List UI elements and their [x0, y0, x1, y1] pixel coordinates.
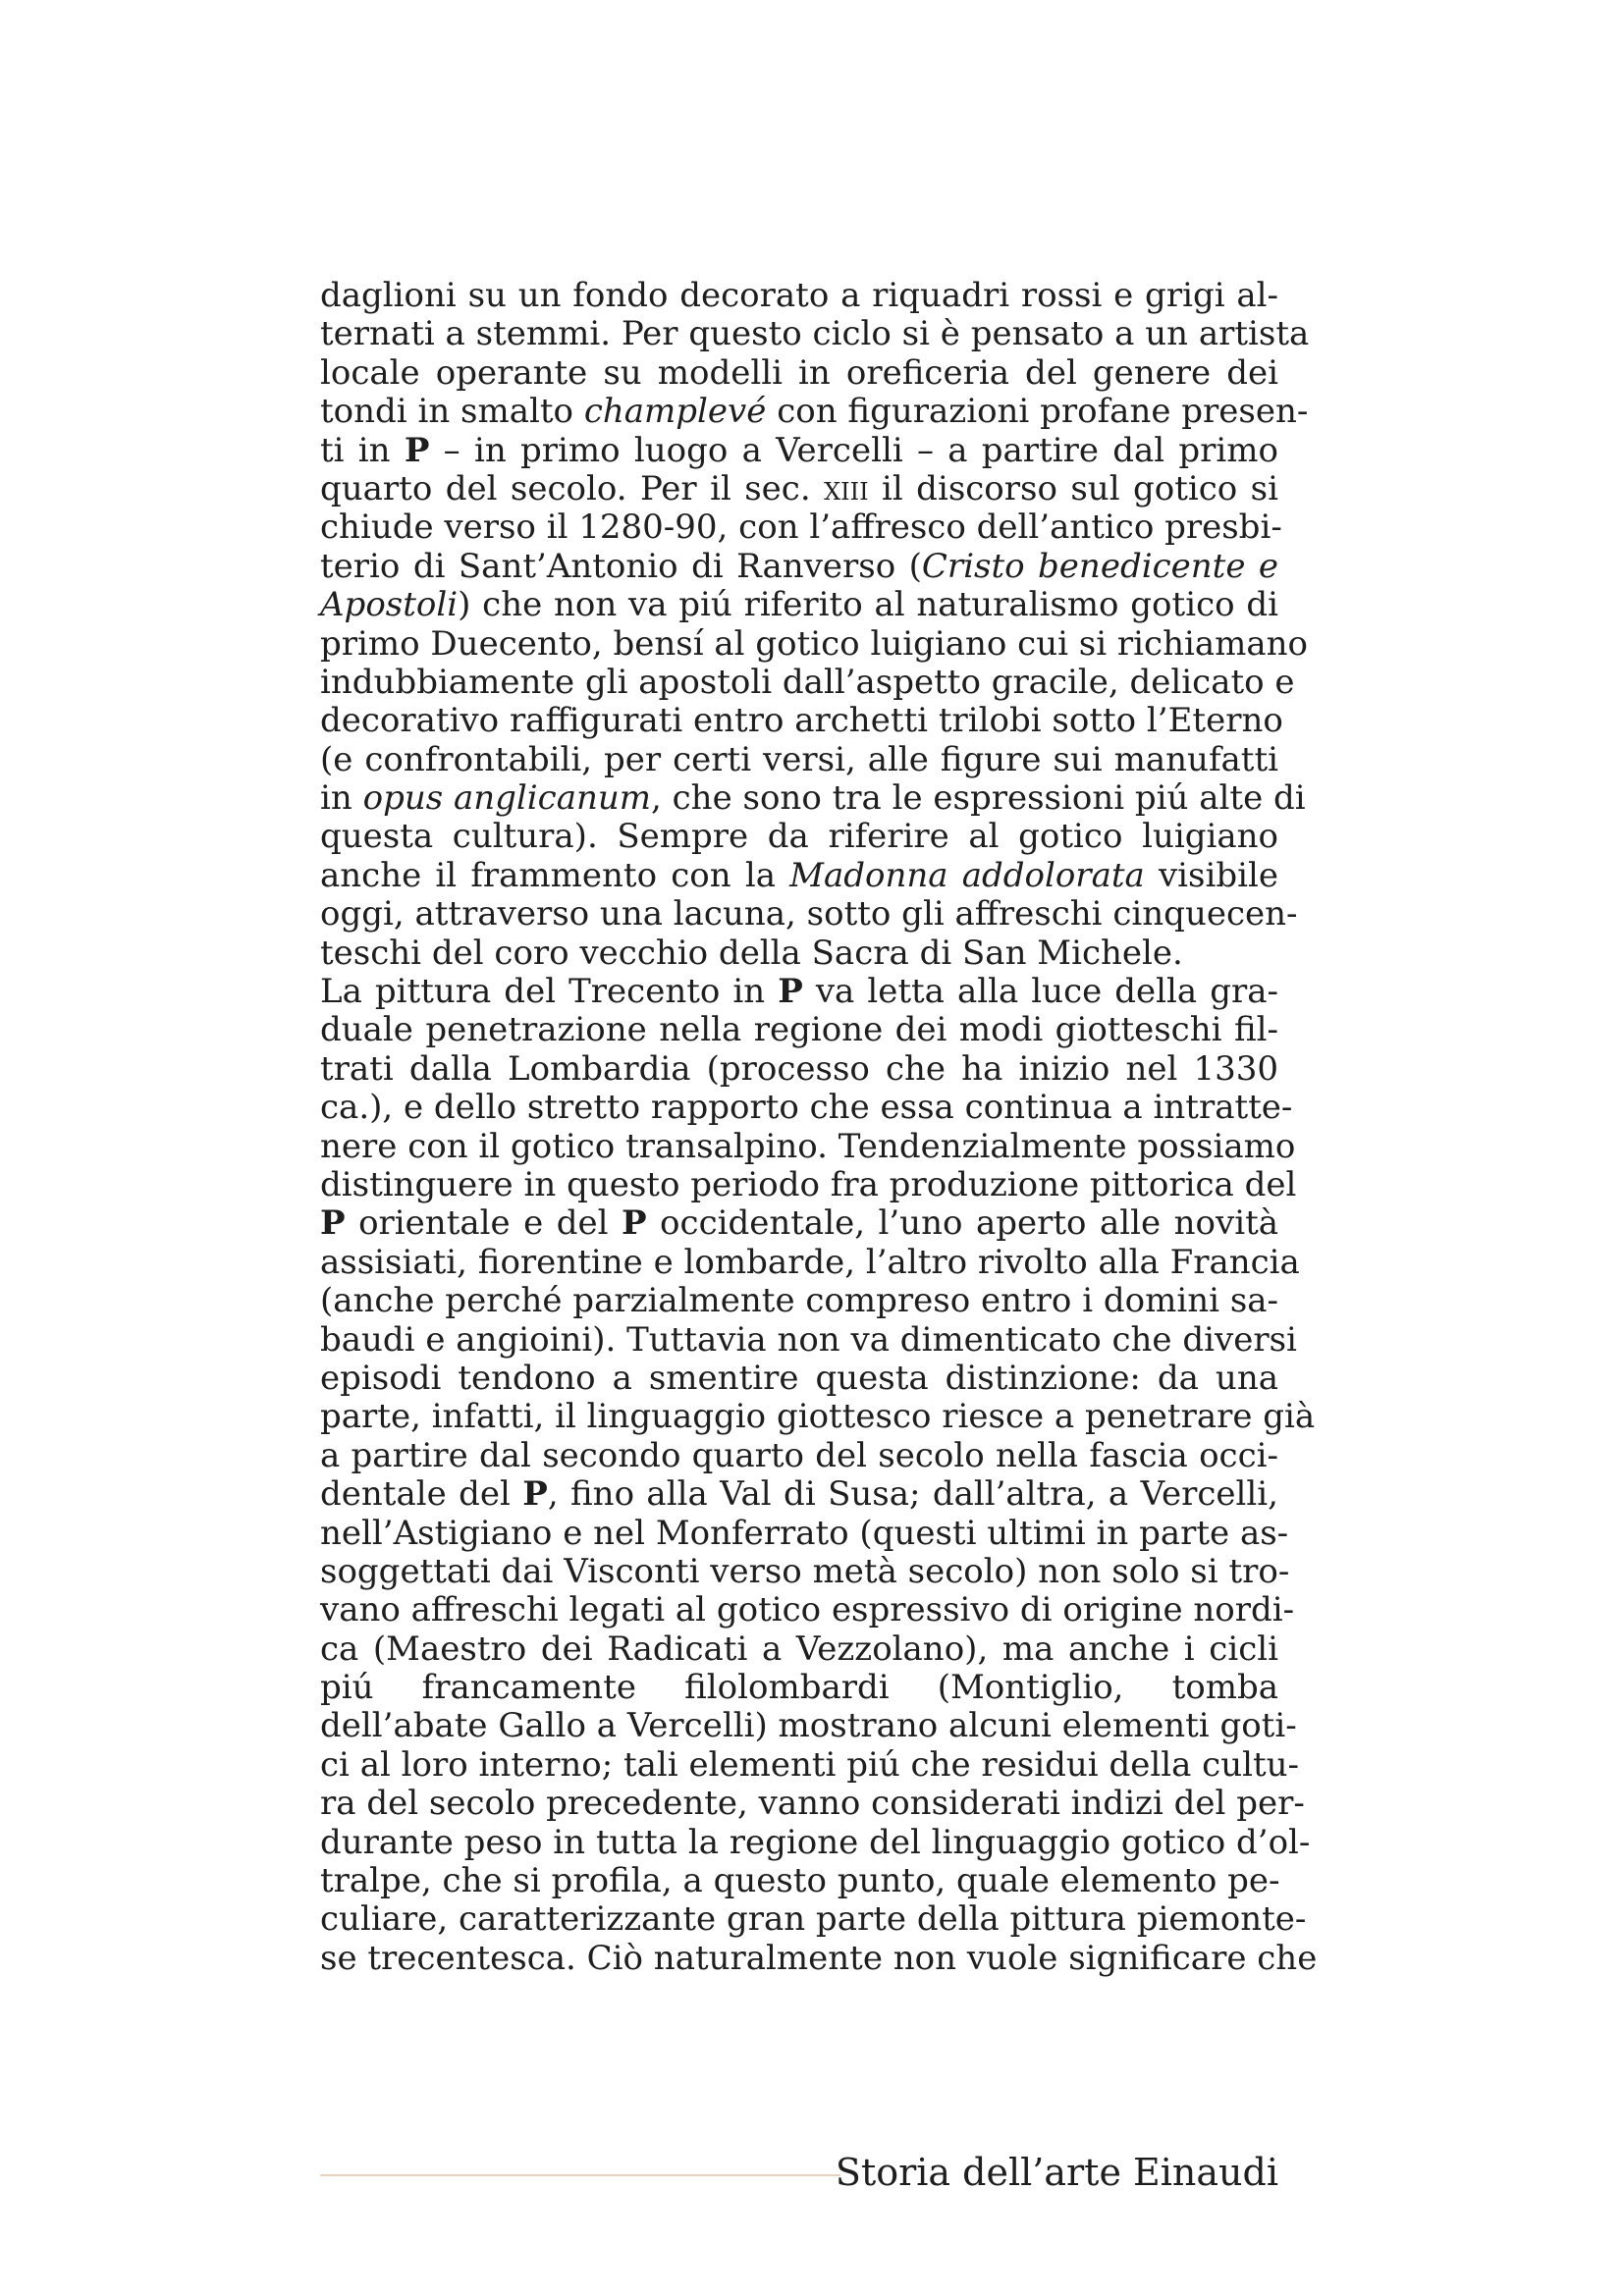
text-line: dell’abate Gallo a Vercelli) mostrano alcuni elementi goti- [320, 1706, 1297, 1746]
text-line: teschi del coro vecchio della Sacra di San Michele. [320, 933, 1183, 973]
text-line: duale penetrazione nella regione dei modi giotteschi fil- [320, 1010, 1278, 1050]
text-line: terio di Sant’Antonio di Ranverso (Cristo benedicente e [320, 546, 1278, 586]
text-line: a partire dal secondo quarto del secolo nella fascia occi- [320, 1435, 1278, 1475]
footer-title: Storia dell’arte Einaudi [835, 2151, 1278, 2194]
text-line: ca.), e dello stretto rapporto che essa continua a intratte- [320, 1088, 1293, 1128]
text-line: se trecentesca. Ciò naturalmente non vuole significare che [320, 1938, 1318, 1978]
text-line: vano affreschi legati al gotico espressivo di origine nordi- [320, 1590, 1295, 1630]
footer-rule [320, 2174, 840, 2176]
text-line: locale operante su modelli in oreficeria del genere dei [320, 352, 1278, 393]
text-line: parte, infatti, il linguaggio giottesco riesce a penetrare già [320, 1397, 1316, 1437]
text-line: quarto del secolo. Per il sec. xiii il discorso sul gotico si [320, 468, 1279, 508]
text-line: P orientale e del P occidentale, l’uno aperto alle novità [320, 1203, 1278, 1244]
text-line: ternati a stemmi. Per questo ciclo si è pensato a un artista [320, 314, 1310, 354]
text-line: nell’Astigiano e nel Monferrato (questi ultimi in parte as- [320, 1513, 1289, 1553]
text-line: La pittura del Trecento in P va letta alla luce della gra- [320, 972, 1278, 1012]
text-line: primo Duecento, bensí al gotico luigiano cui si richiamano [320, 623, 1309, 664]
text-line: ra del secolo precedente, vanno considerati indizi del per- [320, 1784, 1305, 1824]
text-line: dentale del P, fino alla Val di Susa; dall’altra, a Vercelli, [320, 1474, 1278, 1515]
text-line: (e confrontabili, per certi versi, alle figure sui manufatti [320, 739, 1278, 779]
text-line: nere con il gotico transalpino. Tendenzialmente possiamo [320, 1126, 1296, 1166]
text-line: questa cultura). Sempre da riferire al gotico luigiano [320, 817, 1278, 857]
text-line: indubbiamente gli apostoli dall’aspetto gracile, delicato e [320, 662, 1295, 702]
text-line: tralpe, che si profila, a questo punto, quale elemento pe- [320, 1861, 1280, 1901]
text-line: anche il frammento con la Madonna addolorata visibile [320, 855, 1278, 895]
text-line: durante peso in tutta la regione del linguaggio gotico d’ol- [320, 1822, 1311, 1862]
text-line: chiude verso il 1280-90, con l’affresco dell’antico presbi- [320, 507, 1282, 548]
text-line: oggi, attraverso una lacuna, sotto gli affreschi cinquecen- [320, 894, 1298, 934]
text-line: decorativo raffigurati entro archetti trilobi sotto l’Eterno [320, 701, 1283, 741]
text-line: ca (Maestro dei Radicati a Vezzolano), ma anche i cicli [320, 1629, 1278, 1669]
text-line: (anche perché parzialmente compreso entro i domini sa- [320, 1281, 1279, 1321]
text-line: ci al loro interno; tali elementi piú che residui della cultu- [320, 1744, 1300, 1785]
text-line: soggettati dai Visconti verso metà secolo) non solo si tro- [320, 1551, 1290, 1591]
text-line: baudi e angioini). Tuttavia non va dimenticato che diversi [320, 1319, 1297, 1360]
text-line: trati dalla Lombardia (processo che ha inizio nel 1330 [320, 1048, 1278, 1089]
text-line: culiare, caratterizzante gran parte della pittura piemonte- [320, 1899, 1307, 1940]
text-line: tondi in smalto champlevé con figurazioni profane presen- [320, 392, 1309, 432]
text-line: daglioni su un fondo decorato a riquadri rossi e grigi al- [320, 276, 1278, 315]
text-line: Apostoli) che non va piú riferito al naturalismo gotico di [320, 585, 1278, 625]
text-line: episodi tendono a smentire questa distinzione: da una [320, 1358, 1278, 1398]
text-line: distinguere in questo periodo fra produzione pittorica del [320, 1164, 1297, 1204]
text-line: piú francamente filolombardi (Montiglio, tomba [320, 1668, 1278, 1708]
text-line: in opus anglicanum, che sono tra le espressioni piú alte di [320, 778, 1306, 819]
text-line: ti in P – in primo luogo a Vercelli – a partire dal primo [320, 430, 1278, 470]
body-text [320, 276, 1318, 1978]
text-line: assisiati, fiorentine e lombarde, l’altro rivolto alla Francia [320, 1242, 1300, 1282]
